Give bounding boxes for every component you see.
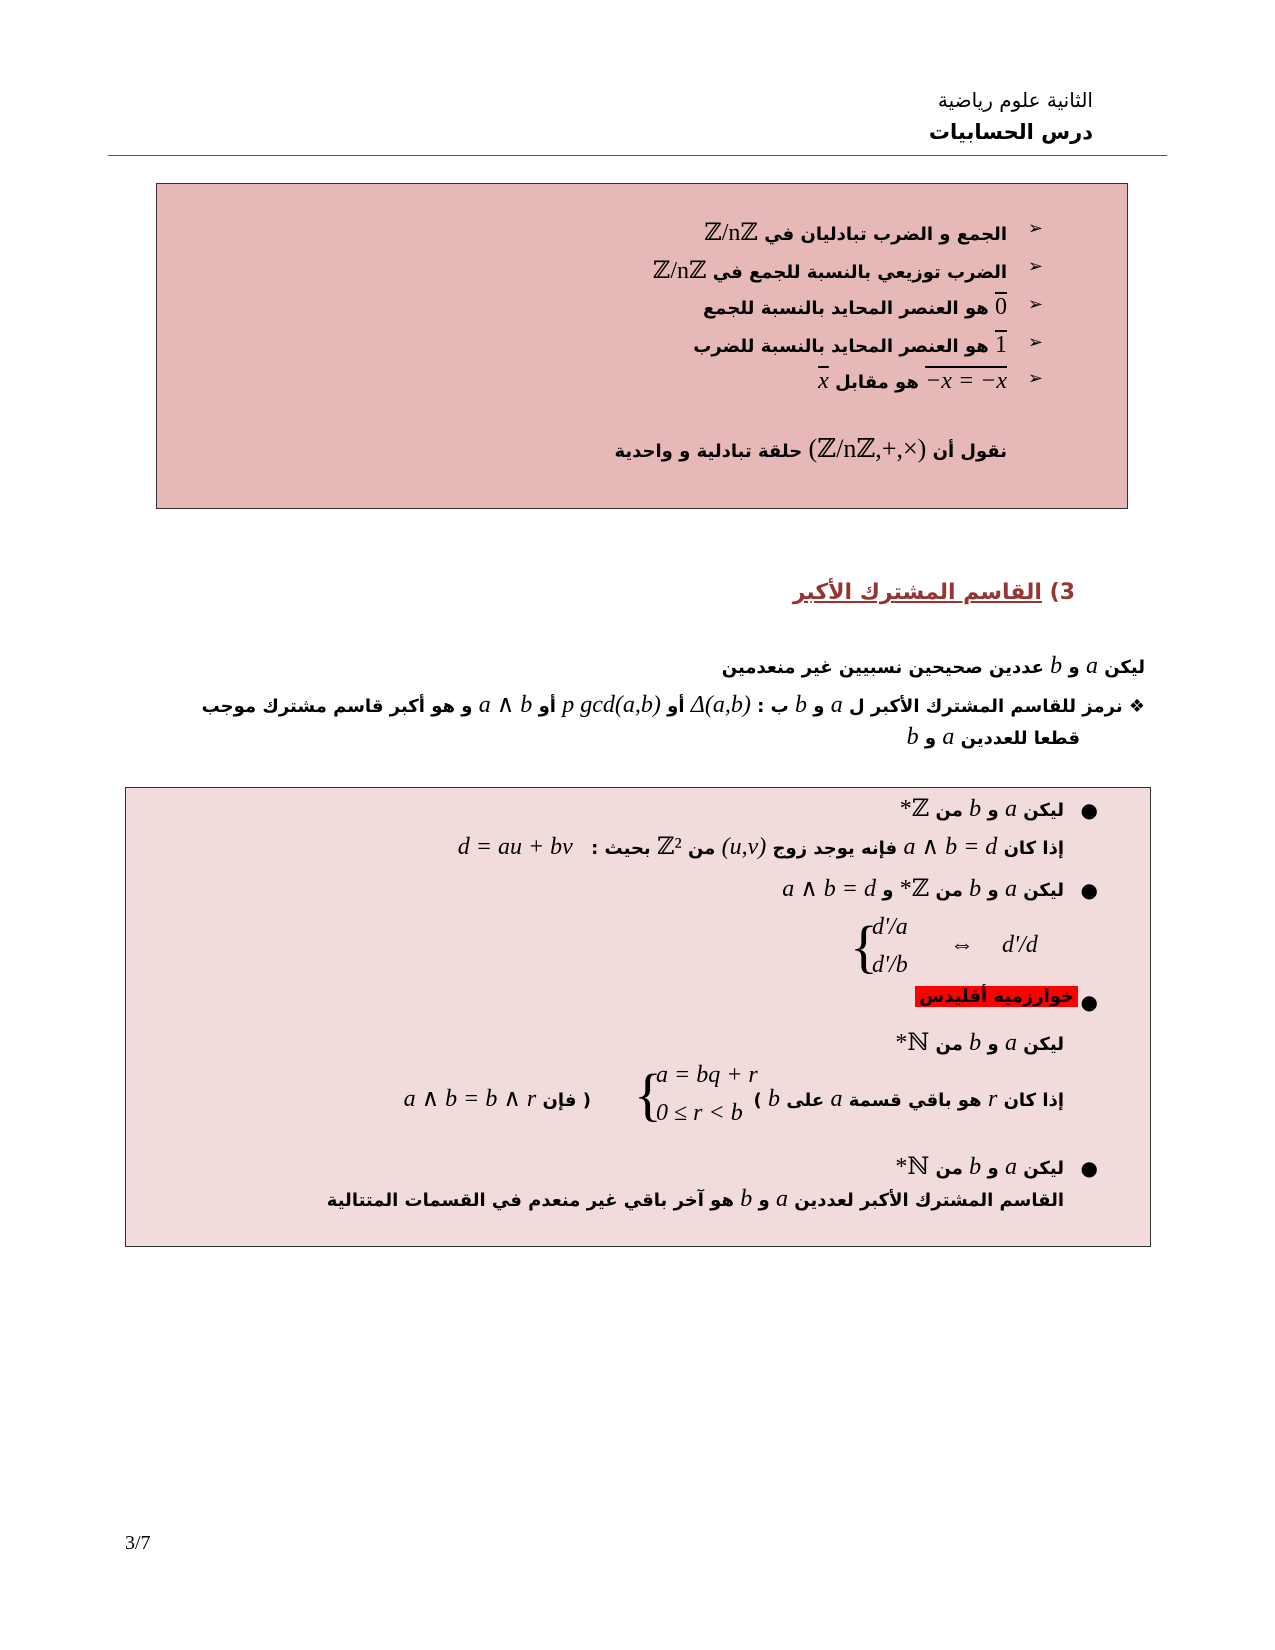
bullet-dot-icon: ● xyxy=(1080,990,1098,1014)
theorems-box xyxy=(125,787,1151,1247)
theorem-line: ليكن a و b من ℤ* و a ∧ b = d xyxy=(782,876,1064,902)
property-item: ➢ 1 هو العنصر المحايد بالنسبة للضرب xyxy=(693,332,1043,358)
header-subject: الثانية علوم رياضية xyxy=(937,88,1093,112)
equivalence-system: { d'/a d'/b ⇔ d'/d xyxy=(850,912,1090,988)
diamond-bullet-icon: ❖ xyxy=(1128,696,1145,717)
definition-line: ليكن a و b عددين صحيحين نسبيين غير منعدمين xyxy=(721,653,1145,679)
properties-conclusion: نقول أن (ℤ/nℤ,+,×) حلقة تبادلية و واحدية xyxy=(614,434,1007,463)
definition-line: قطعا للعددين a و b xyxy=(906,724,1080,750)
property-item: ➢ −x = −x هو مقابل x xyxy=(818,368,1043,394)
bullet-dot-icon: ● xyxy=(1080,1156,1098,1180)
arrow-bullet-icon: ➢ xyxy=(1027,218,1043,239)
left-brace: { xyxy=(634,1062,662,1127)
header-divider xyxy=(108,155,1167,156)
bullet-dot-icon: ● xyxy=(1080,798,1098,822)
theorem-line: القاسم المشترك الأكبر لعددين a و b هو آخر باقي غير منعدم في القسمات المتتالية xyxy=(326,1186,1064,1212)
theorem-line: إذا كان r هو باقي قسمة a على b ) ( فإن a ∧ b = b ∧ r xyxy=(403,1086,1064,1112)
section-title: 3) القاسم المشترك الأكبر xyxy=(792,580,1075,605)
left-brace: { xyxy=(850,914,878,979)
theorem-line: ليكن a و b من ℕ* xyxy=(895,1030,1064,1056)
theorem-line: ليكن a و b من ℕ* xyxy=(895,1154,1064,1180)
header-lesson-title: درس الحسابيات xyxy=(928,120,1093,144)
property-item: ➢ الضرب توزيعي بالنسبة للجمع في ℤ/nℤ xyxy=(652,256,1043,284)
property-item: ➢ الجمع و الضرب تبادليان في ℤ/nℤ xyxy=(704,218,1043,246)
arrow-bullet-icon: ➢ xyxy=(1027,294,1043,315)
theorem-line: ليكن a و b من ℤ* xyxy=(899,796,1064,822)
arrow-bullet-icon: ➢ xyxy=(1027,368,1043,389)
theorem-line: إذا كان a ∧ b = d فإنه يوجد زوج (u,v) من ℤ² بحيث : d = au + bv xyxy=(457,834,1064,860)
arrow-bullet-icon: ➢ xyxy=(1027,332,1043,353)
euclid-heading: خوارزمية أقليدس xyxy=(915,986,1078,1007)
bullet-dot-icon: ● xyxy=(1080,878,1098,902)
definition-line: ❖ نرمز للقاسم المشترك الأكبر ل a و b ب : Δ(a,b) أو p gcd(a,b) أو a ∧ b و هو أكبر قاسم مشترك موجب xyxy=(201,692,1145,718)
property-item: ➢ 0 هو العنصر المحايد بالنسبة للجمع xyxy=(702,294,1043,320)
arrow-bullet-icon: ➢ xyxy=(1027,256,1043,277)
page-number: 3/7 xyxy=(125,1532,151,1554)
division-system: { a = bq + r 0 ≤ r < b xyxy=(634,1060,764,1136)
properties-box xyxy=(156,183,1128,509)
